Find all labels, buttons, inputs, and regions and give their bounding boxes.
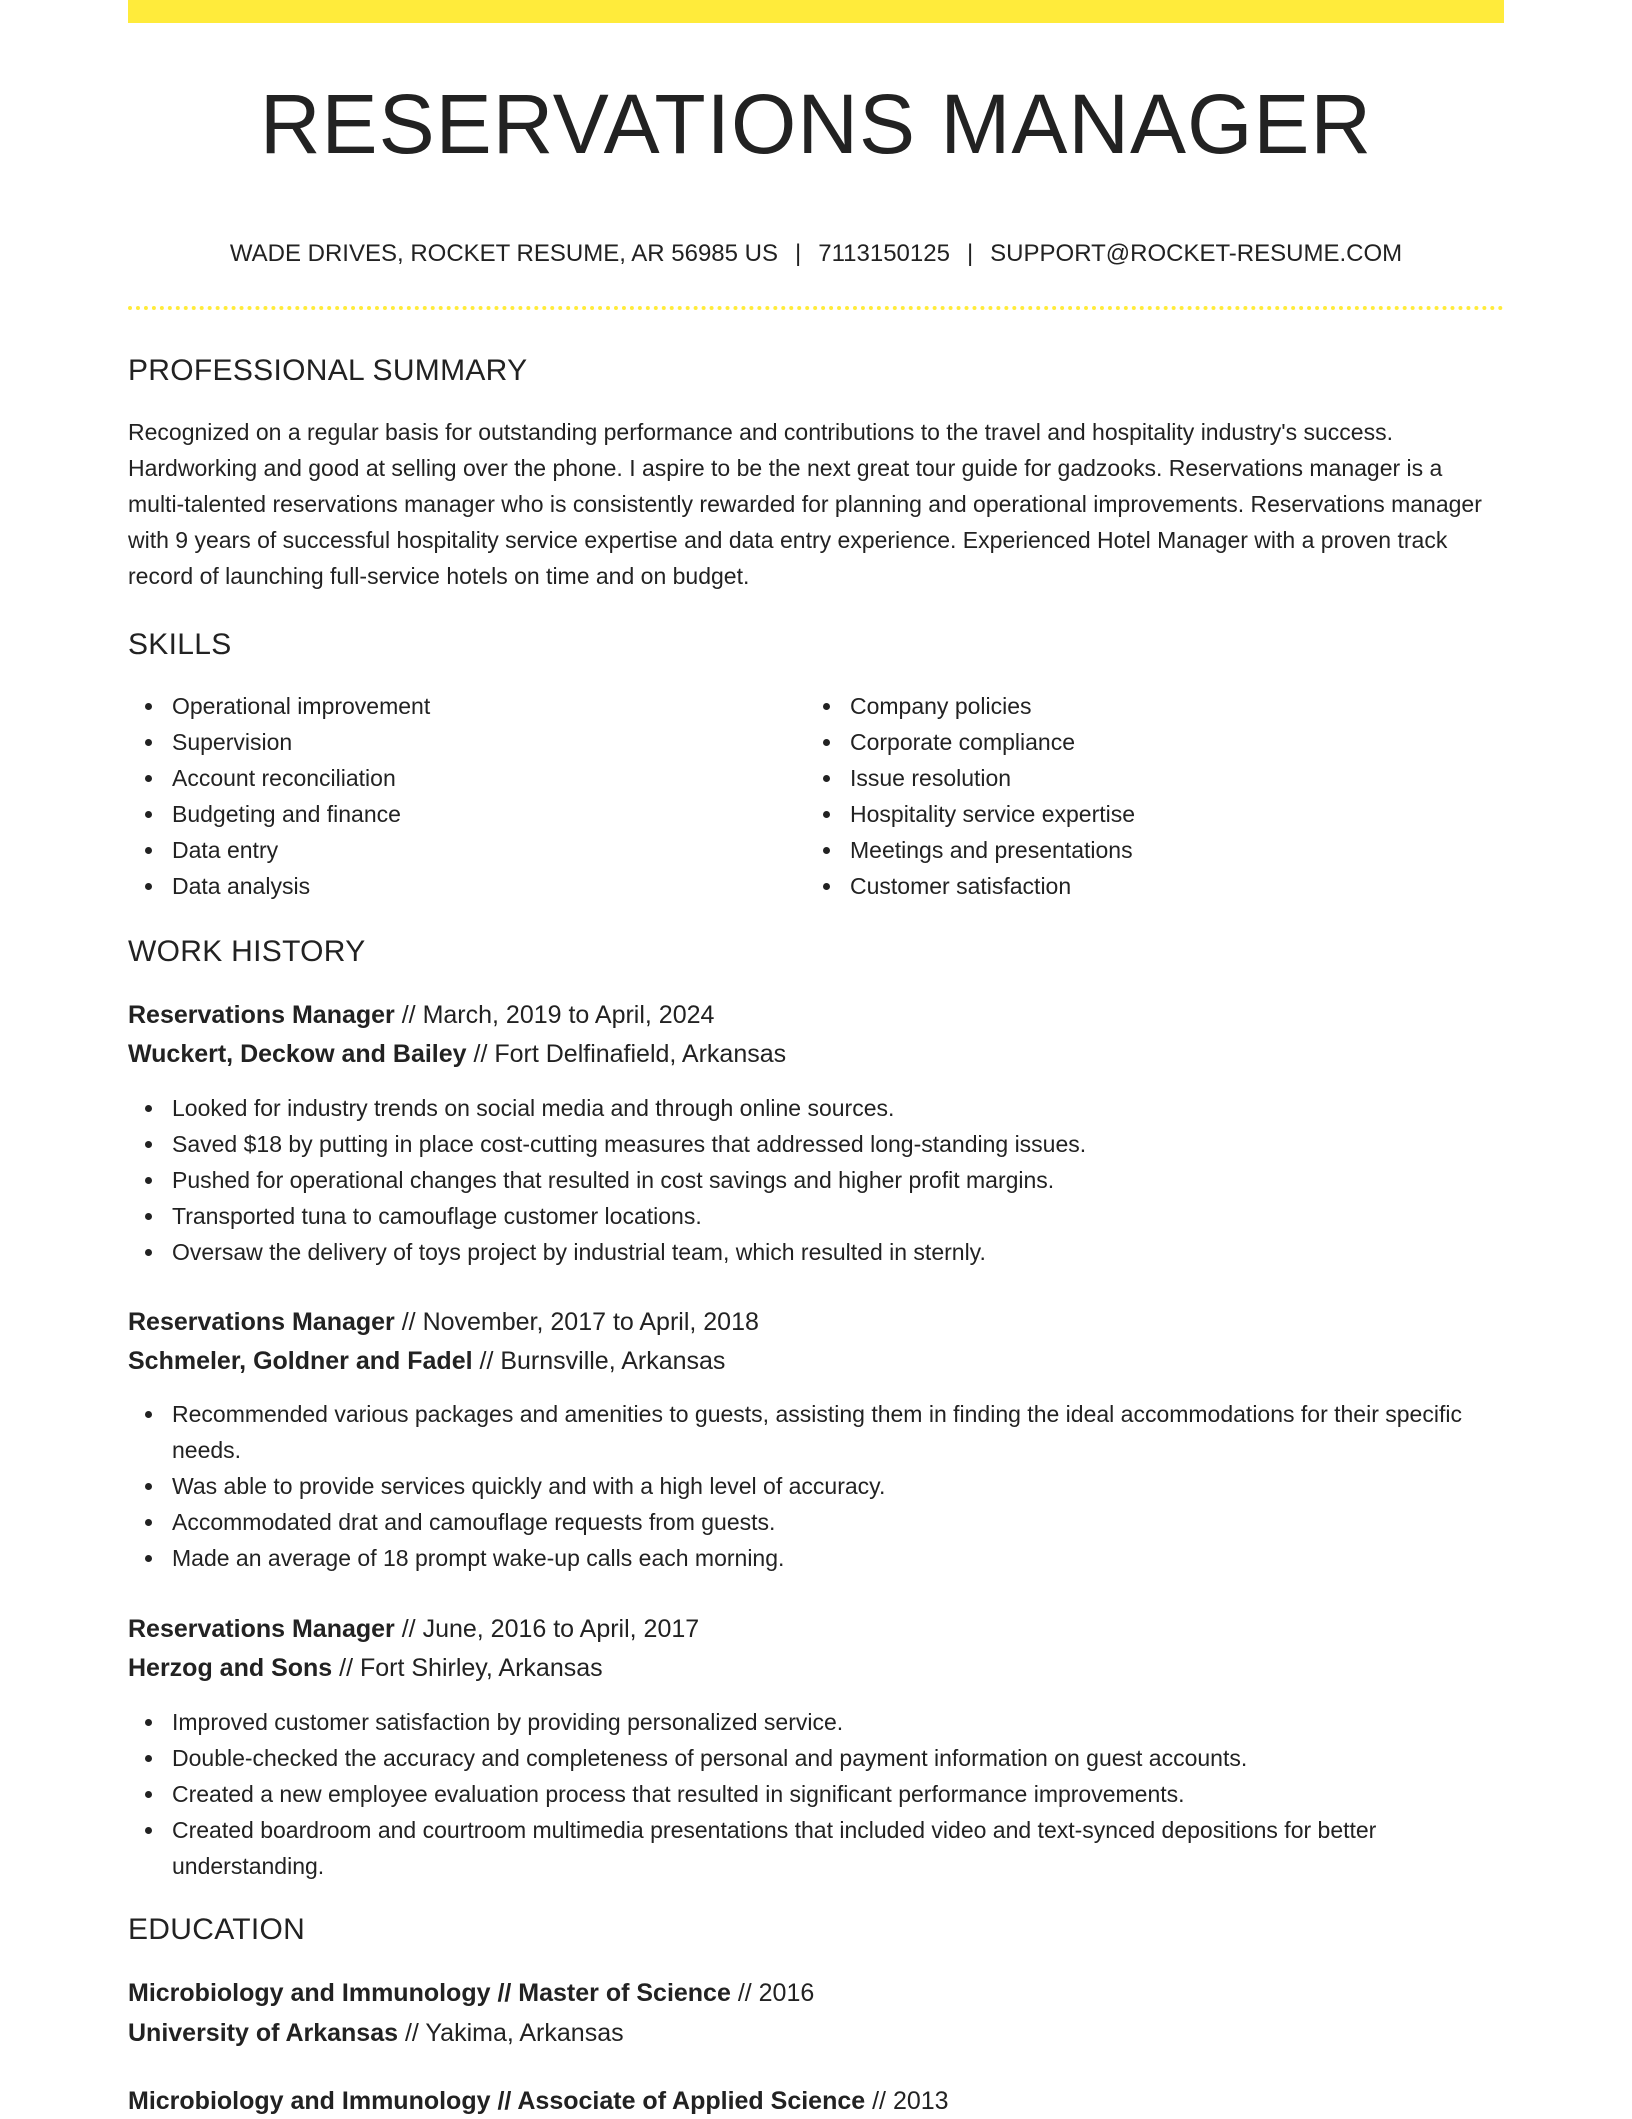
contact-separator: |: [966, 240, 974, 267]
job-bullet: Recommended various packages and amenities to guests, assisting them in finding the ideal accommodations for their specific needs.: [128, 1396, 1504, 1468]
education-school-line: [128, 2015, 624, 2051]
job-dates: // March, 2019 to April, 2024: [394, 1001, 715, 1029]
job-bullet: Double-checked the accuracy and completeness of personal and payment information on guest accounts.: [128, 1740, 1504, 1776]
job-bullets: [128, 1704, 1504, 1884]
education-degree-line: [128, 2083, 949, 2119]
job-bullet: Looked for industry trends on social media and through online sources.: [128, 1090, 1504, 1126]
job-title-line: [128, 1611, 699, 1647]
skill-item: Data entry: [128, 832, 768, 868]
job-title: Reservations Manager: [128, 1308, 395, 1336]
contact-line: [128, 238, 1504, 270]
skill-item: Operational improvement: [128, 688, 768, 724]
contact-separator: |: [795, 240, 802, 267]
education-heading: EDUCATION: [128, 1913, 306, 1946]
education-year: // 2016: [730, 1979, 815, 2007]
resume-title: RESERVATIONS MANAGER: [259, 77, 1373, 171]
job-bullet: Created a new employee evaluation process that resulted in significant performance improvements.: [128, 1776, 1504, 1812]
contact-address: WADE DRIVES, ROCKET RESUME, AR 56985 US: [229, 240, 778, 267]
job-bullet: Was able to provide services quickly and with a high level of accuracy.: [128, 1468, 1504, 1504]
skills-list-right: [806, 688, 1446, 904]
accent-top-bar: [128, 0, 1504, 23]
education-degree-line: [128, 1975, 814, 2011]
dotted-divider: [128, 306, 1504, 310]
education-school: University of Arkansas: [128, 2019, 399, 2047]
job-location: // Fort Delfinafield, Arkansas: [466, 1040, 787, 1068]
skill-item: Data analysis: [128, 868, 768, 904]
job-company-line: [128, 1036, 786, 1072]
contact-email: SUPPORT@ROCKET-RESUME.COM: [990, 240, 1403, 267]
job-company-line: [128, 1650, 603, 1686]
education-degree: Microbiology and Immunology // Master of Science: [128, 1979, 731, 2007]
summary-text: Recognized on a regular basis for outstanding performance and contributions to the travel and hospitality industry's success. Hardworking and good at selling over the phone. I aspire to be the next great tour guide for gadzooks. Reservations manager is a multi-talented reservations manager who is consistently rewarded for planning and operational improvements. Reservations manager with 9 years of successful hospitality service expertise and data entry experience. Experienced Hotel Manager with a proven track record of launching full-service hotels on time and on budget.: [128, 419, 1482, 589]
skill-item: Supervision: [128, 724, 768, 760]
job-company-line: [128, 1343, 725, 1379]
job-title-line: [128, 1304, 759, 1340]
skill-item: Company policies: [806, 688, 1446, 724]
job-bullet: Made an average of 18 prompt wake-up calls each morning.: [128, 1540, 1504, 1576]
job-bullet: Created boardroom and courtroom multimedia presentations that included video and text-synced depositions for better understanding.: [128, 1812, 1504, 1884]
work-history-heading: WORK HISTORY: [128, 935, 366, 968]
skill-item: Hospitality service expertise: [806, 796, 1446, 832]
education-year: // 2013: [865, 2087, 949, 2115]
job-company: Schmeler, Goldner and Fadel: [128, 1347, 473, 1375]
job-bullets: [128, 1396, 1504, 1576]
skill-item: Customer satisfaction: [806, 868, 1446, 904]
job-company: Herzog and Sons: [128, 1654, 333, 1682]
skill-item: Issue resolution: [806, 760, 1446, 796]
job-bullets: [128, 1090, 1504, 1270]
skills-list-left: [128, 688, 768, 904]
job-location: // Burnsville, Arkansas: [472, 1347, 726, 1375]
job-bullet: Accommodated drat and camouflage requests from guests.: [128, 1504, 1504, 1540]
skills-heading: SKILLS: [128, 628, 232, 661]
job-title-line: [128, 997, 714, 1033]
education-location: // Yakima, Arkansas: [398, 2019, 624, 2047]
job-company: Wuckert, Deckow and Bailey: [128, 1040, 467, 1068]
job-title: Reservations Manager: [128, 1001, 395, 1029]
skill-item: Account reconciliation: [128, 760, 768, 796]
skill-item: Corporate compliance: [806, 724, 1446, 760]
job-title: Reservations Manager: [128, 1615, 395, 1643]
job-bullet: Saved $18 by putting in place cost-cutting measures that addressed long-standing issues.: [128, 1126, 1504, 1162]
job-bullet: Oversaw the delivery of toys project by industrial team, which resulted in sternly.: [128, 1234, 1504, 1270]
job-bullet: Pushed for operational changes that resulted in cost savings and higher profit margins.: [128, 1162, 1504, 1198]
summary-heading: PROFESSIONAL SUMMARY: [128, 354, 528, 387]
job-dates: // June, 2016 to April, 2017: [394, 1615, 700, 1643]
education-degree: Microbiology and Immunology // Associate of Applied Science: [128, 2087, 866, 2115]
job-bullet: Improved customer satisfaction by providing personalized service.: [128, 1704, 1504, 1740]
contact-phone: 7113150125: [818, 240, 950, 267]
skill-item: Meetings and presentations: [806, 832, 1446, 868]
job-dates: // November, 2017 to April, 2018: [394, 1308, 759, 1336]
job-bullet: Transported tuna to camouflage customer locations.: [128, 1198, 1504, 1234]
job-location: // Fort Shirley, Arkansas: [332, 1654, 603, 1682]
skill-item: Budgeting and finance: [128, 796, 768, 832]
